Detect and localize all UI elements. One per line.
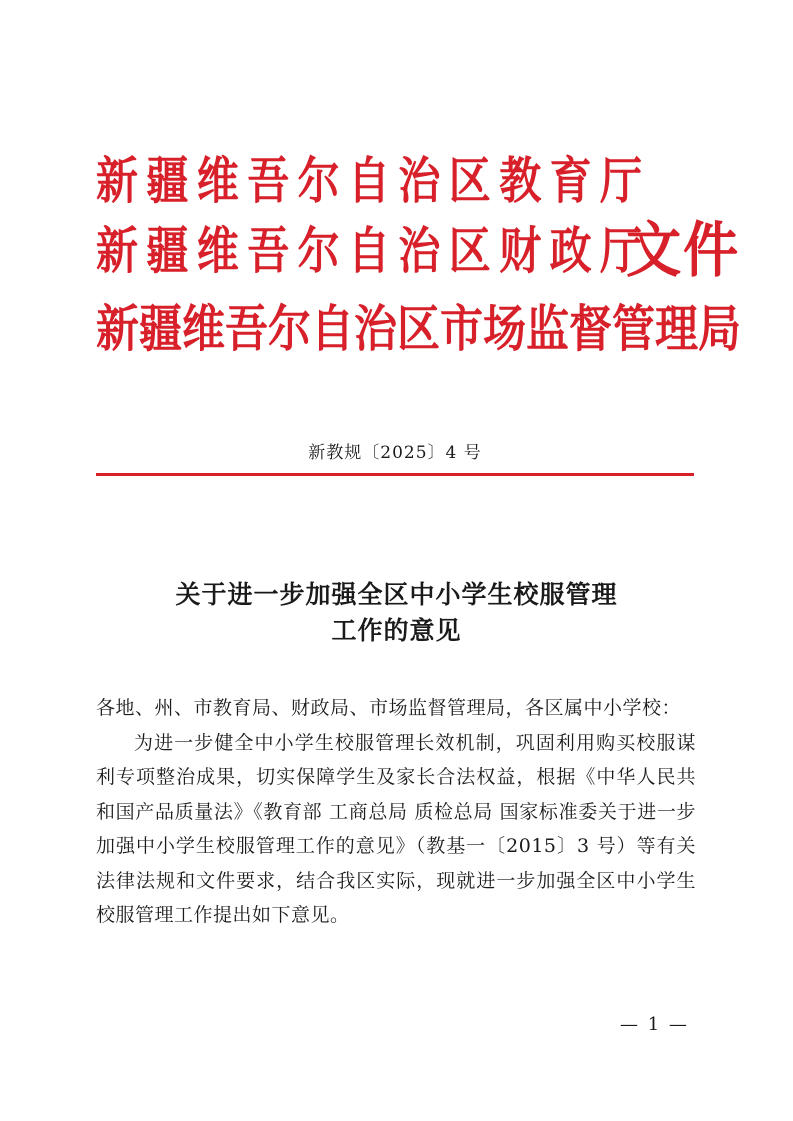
title-line-2: 工作的意见 xyxy=(331,616,462,645)
red-header xyxy=(96,142,741,372)
title-line-1: 关于进一步加强全区中小学生校服管理 xyxy=(175,580,618,609)
document-title xyxy=(60,577,733,649)
document-number: 新教规〔2025〕4 号 xyxy=(308,443,482,463)
issuer-education-department: 新疆维吾尔自治区教育厅 xyxy=(96,152,651,210)
page-number: — 1 — xyxy=(620,1014,689,1035)
body-paragraph: 为进一步健全中小学生校服管理长效机制，巩固利用购买校服谋利专项整治成果，切实保障学生及家长合法权益，根据《中华人民共和国产品质量法》《教育部 工商总局 质检总局 国家标准委关于进一步加强中小学生校服管理工作的意见》（教基一〔2015〕3 号）等有关法律法规和文件要求，结合我区实际，现就进一步加强全区中小学生校服管理工作提出如下意见。 xyxy=(96,731,696,926)
red-divider-line xyxy=(96,473,694,476)
document-body xyxy=(96,691,696,933)
issuer-market-regulation-bureau: 新疆维吾尔自治区市场监督管理局 xyxy=(96,300,741,358)
document-type-label: 文件 xyxy=(626,216,741,286)
issuer-finance-department: 新疆维吾尔自治区财政厅 xyxy=(96,222,651,280)
addressee-paragraph: 各地、州、市教育局、财政局、市场监督管理局，各区属中小学校： xyxy=(96,697,682,719)
